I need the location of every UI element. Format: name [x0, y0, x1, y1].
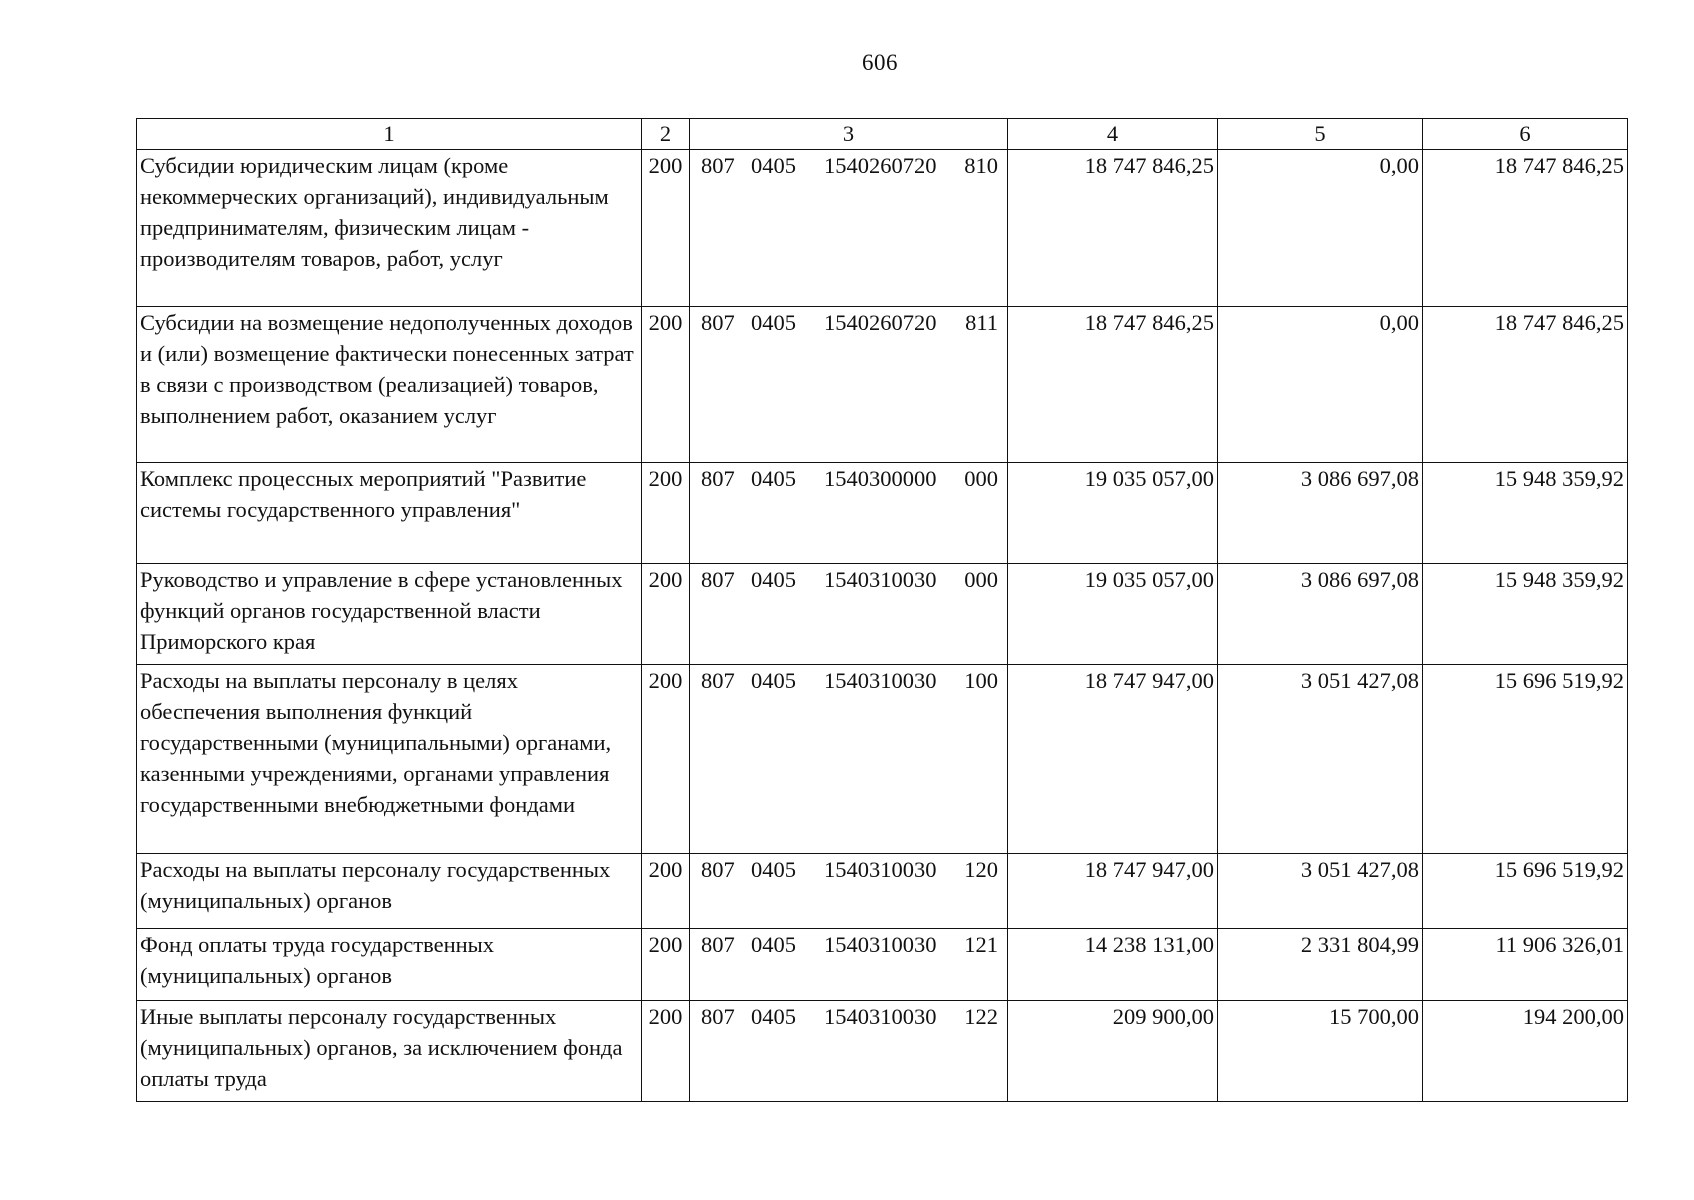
table-row [137, 1001, 1628, 1102]
target-article-code: 1540310030 [824, 1004, 937, 1029]
expense-type-code: 810 [964, 153, 998, 178]
section-code: 0405 [751, 668, 796, 693]
row-value-col5: 3 051 427,08 [1218, 854, 1423, 929]
page-number: 606 [862, 50, 898, 75]
section-code: 0405 [751, 466, 796, 491]
table-row [137, 307, 1628, 463]
expense-type-code: 120 [964, 857, 998, 882]
row-col2-code: 200 [642, 564, 690, 665]
table-row [137, 854, 1628, 929]
row-value-col6: 11 906 326,01 [1423, 929, 1628, 1001]
target-article-code: 1540310030 [824, 567, 937, 592]
expense-type-code: 000 [964, 567, 998, 592]
row-classification-code [690, 150, 1008, 307]
column-header-3: 3 [690, 119, 1008, 150]
row-classification-code [690, 929, 1008, 1001]
row-col2-code: 200 [642, 1001, 690, 1102]
dept-code: 807 [701, 668, 735, 693]
row-description: Иные выплаты персоналу государственных (муниципальных) органов, за исключением фонда оплаты труда [137, 1001, 642, 1102]
table-row [137, 463, 1628, 564]
row-classification-code [690, 854, 1008, 929]
row-col2-code: 200 [642, 929, 690, 1001]
target-article-code: 1540310030 [824, 932, 937, 957]
column-header-1: 1 [137, 119, 642, 150]
target-article-code: 1540260720 [824, 153, 937, 178]
row-classification-code [690, 1001, 1008, 1102]
column-header-4: 4 [1008, 119, 1218, 150]
dept-code: 807 [701, 153, 735, 178]
row-value-col4: 18 747 846,25 [1008, 150, 1218, 307]
row-description: Фонд оплаты труда государственных (муниципальных) органов [137, 929, 642, 1001]
column-header-5: 5 [1218, 119, 1423, 150]
target-article-code: 1540310030 [824, 857, 937, 882]
row-value-col4: 18 747 947,00 [1008, 665, 1218, 854]
row-value-col6: 194 200,00 [1423, 1001, 1628, 1102]
expense-type-code: 122 [964, 1004, 998, 1029]
row-value-col6: 15 948 359,92 [1423, 564, 1628, 665]
dept-code: 807 [701, 932, 735, 957]
expense-type-code: 000 [964, 466, 998, 491]
row-col2-code: 200 [642, 854, 690, 929]
row-value-col4: 209 900,00 [1008, 1001, 1218, 1102]
row-description: Расходы на выплаты персоналу государственных (муниципальных) органов [137, 854, 642, 929]
row-value-col4: 19 035 057,00 [1008, 564, 1218, 665]
row-value-col6: 15 696 519,92 [1423, 665, 1628, 854]
dept-code: 807 [701, 310, 735, 335]
row-value-col5: 3 086 697,08 [1218, 463, 1423, 564]
table-row [137, 150, 1628, 307]
section-code: 0405 [751, 310, 796, 335]
row-value-col4: 14 238 131,00 [1008, 929, 1218, 1001]
row-value-col6: 15 948 359,92 [1423, 463, 1628, 564]
target-article-code: 1540260720 [824, 310, 937, 335]
row-description: Субсидии юридическим лицам (кроме некоммерческих организаций), индивидуальным предпринимателям, физическим лицам - производителям товаров, работ, услуг [137, 150, 642, 307]
section-code: 0405 [751, 932, 796, 957]
row-value-col5: 15 700,00 [1218, 1001, 1423, 1102]
column-header-2: 2 [642, 119, 690, 150]
table-row [137, 564, 1628, 665]
section-code: 0405 [751, 153, 796, 178]
section-code: 0405 [751, 857, 796, 882]
row-value-col5: 3 051 427,08 [1218, 665, 1423, 854]
row-description: Комплекс процессных мероприятий "Развитие системы государственного управления" [137, 463, 642, 564]
row-description: Руководство и управление в сфере установленных функций органов государственной власти Приморского края [137, 564, 642, 665]
dept-code: 807 [701, 466, 735, 491]
section-code: 0405 [751, 1004, 796, 1029]
row-value-col5: 3 086 697,08 [1218, 564, 1423, 665]
row-value-col6: 15 696 519,92 [1423, 854, 1628, 929]
dept-code: 807 [701, 857, 735, 882]
row-value-col4: 18 747 846,25 [1008, 307, 1218, 463]
budget-table [136, 118, 1628, 1102]
expense-type-code: 121 [964, 932, 998, 957]
row-value-col5: 2 331 804,99 [1218, 929, 1423, 1001]
row-value-col5: 0,00 [1218, 307, 1423, 463]
row-value-col4: 19 035 057,00 [1008, 463, 1218, 564]
column-header-6: 6 [1423, 119, 1628, 150]
row-classification-code [690, 564, 1008, 665]
target-article-code: 1540310030 [824, 668, 937, 693]
table-row [137, 665, 1628, 854]
target-article-code: 1540300000 [824, 466, 937, 491]
expense-type-code: 811 [965, 310, 998, 335]
row-value-col5: 0,00 [1218, 150, 1423, 307]
row-description: Субсидии на возмещение недополученных доходов и (или) возмещение фактически понесенных затрат в связи с производством (реализацией) товаров, выполнением работ, оказанием услуг [137, 307, 642, 463]
table-header-row [137, 119, 1628, 150]
section-code: 0405 [751, 567, 796, 592]
row-col2-code: 200 [642, 307, 690, 463]
dept-code: 807 [701, 567, 735, 592]
row-classification-code [690, 307, 1008, 463]
row-col2-code: 200 [642, 665, 690, 854]
row-classification-code [690, 665, 1008, 854]
row-col2-code: 200 [642, 150, 690, 307]
table-row [137, 929, 1628, 1001]
row-value-col4: 18 747 947,00 [1008, 854, 1218, 929]
expense-type-code: 100 [964, 668, 998, 693]
dept-code: 807 [701, 1004, 735, 1029]
row-value-col6: 18 747 846,25 [1423, 150, 1628, 307]
row-value-col6: 18 747 846,25 [1423, 307, 1628, 463]
row-description: Расходы на выплаты персоналу в целях обеспечения выполнения функций государственными (муниципальными) органами, казенными учреждениями, органами управления государственными внебюджетными фондами [137, 665, 642, 854]
row-col2-code: 200 [642, 463, 690, 564]
row-classification-code [690, 463, 1008, 564]
